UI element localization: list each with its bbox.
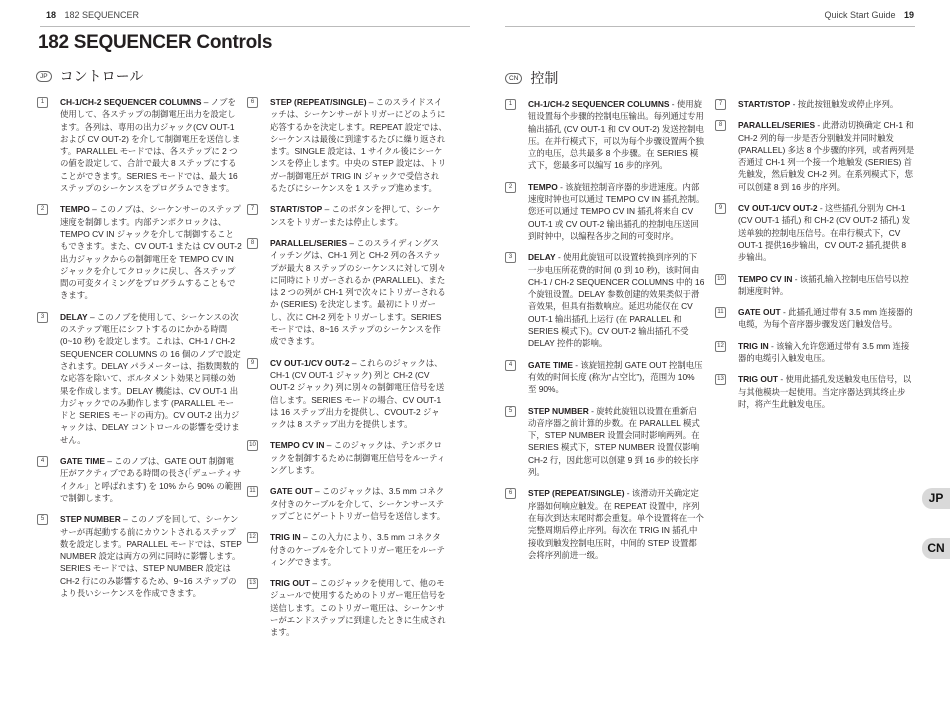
item-term: STEP NUMBER bbox=[60, 514, 121, 525]
cn-column-2 bbox=[715, 98, 915, 419]
item-description bbox=[738, 202, 915, 263]
item-term: TEMPO bbox=[528, 181, 558, 192]
item-description bbox=[270, 203, 447, 228]
item-number-badge: 7 bbox=[715, 99, 726, 110]
item-text: – このジャックは、テンポクロックを制御するために制御電圧信号をルーティングします。 bbox=[270, 440, 446, 476]
item-text: – ノブを使用して、各ステップの制御電圧出力を設定します。各列は、専用の出力ジャック(CV OUT-1 および CV OUT-2) を介して制御電圧を送信します。PARALLEL モードでは、各ステップに 2 つの値を設定して、合計で最大 8 ステップにすることができます。SERIES モードでは、最大 16 ステップのシーケンスをプログラムできます。 bbox=[60, 97, 241, 194]
item-text: - 该插孔输入控制电压信号以控制速度时钟。 bbox=[738, 273, 909, 296]
cn-section-heading bbox=[505, 68, 558, 88]
jp-language-tab[interactable]: JP bbox=[922, 488, 950, 509]
item-term: TRIG OUT bbox=[738, 374, 779, 385]
item-number-badge: 9 bbox=[247, 358, 258, 369]
item-term: TRIG IN bbox=[738, 340, 769, 351]
control-item bbox=[505, 181, 705, 242]
item-description bbox=[528, 405, 705, 479]
item-number-badge: 12 bbox=[247, 532, 258, 543]
item-description bbox=[270, 96, 447, 194]
item-number-badge: 6 bbox=[505, 488, 516, 499]
control-item bbox=[505, 487, 705, 561]
item-text: - 使用此插孔发送触发电压信号，以与其他模块一起使用。当定序器达到其终止步时，将产生此触发电压。 bbox=[738, 374, 912, 409]
item-number-badge: 8 bbox=[247, 238, 258, 249]
left-page-number: 18 bbox=[46, 10, 57, 20]
item-text: - 该旋钮控制音序器的步进速度。内部速度时钟也可以通过 TEMPO CV IN 插孔控制。您还可以通过 TEMPO CV IN 插孔将来自 CV OUT-1 或 CV OUT-2 输出插孔的控制电压送回到时钟中，以编程各步之间的可变时序。 bbox=[528, 181, 705, 241]
item-description bbox=[738, 373, 915, 410]
item-description bbox=[738, 306, 915, 331]
control-item bbox=[505, 98, 705, 172]
item-description bbox=[738, 273, 915, 298]
left-header-title: 182 SEQUENCER bbox=[64, 10, 140, 20]
item-text: – このスライドスイッチは、シーケンサーがトリガーにどのように応答するかを決定します。REPEAT 設定では、シーケンスは最後に到達するたびに繰り返されます。SINGLE 設定は、1 サイクル後にシーケンスを停止します。中央の STEP 設定は、トリガー制御電圧が TRIG IN ジャックで受信されるたびにシーケンスを 1 ステップ進めます。 bbox=[270, 97, 447, 194]
item-term: GATE TIME bbox=[60, 456, 105, 467]
item-number-badge: 10 bbox=[715, 274, 726, 285]
item-term: STEP (REPEAT/SINGLE) bbox=[528, 488, 625, 499]
item-description bbox=[528, 98, 705, 172]
item-term: CH-1/CH-2 SEQUENCER COLUMNS bbox=[60, 97, 202, 107]
item-text: - 按此按钮触发或停止序列。 bbox=[790, 99, 899, 109]
item-text: – このジャックは、3.5 mm コネクタ付きのケーブルを介して、シーケンサーステップごとにゲートトリガー信号を送信します。 bbox=[270, 486, 446, 521]
item-text: – このスライディングスイッチングは、CH-1 列と CH-2 列の各ステップが最大 8 ステップのシーケンスに対して別々に同時にトリガーされるか (PARALLEL)、または 2 つの列が CH-1 列で次々にトリガーされるか (SERIES) を決定します。最初にトリガーし、次に CH-2 列をトリガーします。SERIES モードでは、8~16 ステップのシーケンスを作成できます。 bbox=[270, 237, 446, 347]
item-term: GATE TIME bbox=[528, 359, 573, 370]
item-description bbox=[528, 359, 705, 396]
item-term: PARALLEL/SERIES bbox=[738, 120, 816, 131]
item-number-badge: 3 bbox=[505, 252, 516, 263]
item-term: TEMPO bbox=[60, 204, 90, 215]
item-number-badge: 11 bbox=[247, 486, 258, 497]
item-term: START/STOP bbox=[270, 204, 323, 215]
item-number-badge: 2 bbox=[37, 204, 48, 215]
control-item bbox=[37, 311, 242, 446]
item-term: TRIG OUT bbox=[270, 578, 311, 589]
item-description bbox=[528, 251, 705, 349]
item-term: CV OUT-1/CV OUT-2 bbox=[270, 357, 350, 368]
control-item bbox=[247, 357, 447, 431]
control-item bbox=[715, 340, 915, 365]
control-item bbox=[715, 98, 915, 110]
item-term: TRIG IN bbox=[270, 532, 301, 543]
item-text: - 此插孔通过带有 3.5 mm 连接器的电缆，为每个音序器步骤发送门触发信号。 bbox=[738, 307, 913, 330]
item-text: – この入力により、3.5 mm コネクタ付きのケーブルを介してトリガー電圧をルーティングできます。 bbox=[270, 532, 445, 567]
control-item bbox=[247, 577, 447, 638]
item-number-badge: 2 bbox=[505, 182, 516, 193]
jp-column-1 bbox=[37, 96, 242, 608]
jp-column-2 bbox=[247, 96, 447, 648]
control-item bbox=[715, 273, 915, 298]
item-term: PARALLEL/SERIES bbox=[270, 237, 348, 248]
jp-language-tag: JP bbox=[36, 71, 52, 82]
item-description bbox=[60, 455, 242, 504]
item-number-badge: 1 bbox=[37, 97, 48, 108]
item-text: – このボタンを押して、シーケンスをトリガーまたは停止します。 bbox=[270, 204, 441, 227]
item-term: TEMPO CV IN bbox=[738, 273, 793, 284]
item-number-badge: 11 bbox=[715, 307, 726, 318]
item-text: - 这些插孔分别为 CH-1 (CV OUT-1 插孔) 和 CH-2 (CV OUT-2 插孔) 发送单独的控制电压信号。在串行模式下，CV OUT-1 提供16步输出，CV OUT-2 插孔提供 8 步输出。 bbox=[738, 203, 911, 263]
item-number-badge: 1 bbox=[505, 99, 516, 110]
control-item bbox=[247, 485, 447, 522]
item-description bbox=[738, 340, 915, 365]
item-term: GATE OUT bbox=[270, 486, 313, 497]
left-header-rule bbox=[40, 26, 470, 27]
jp-section-heading bbox=[36, 66, 143, 86]
item-text: - 该旋钮控制 GATE OUT 控制电压有效的时间长度 (称为“占空比”)，范围为 10% 至 90%。 bbox=[528, 359, 703, 395]
jp-section-title: コントロール bbox=[59, 68, 144, 84]
item-description bbox=[528, 181, 705, 242]
item-number-badge: 10 bbox=[247, 440, 258, 451]
control-item bbox=[715, 373, 915, 410]
cn-section-title: 控制 bbox=[530, 70, 559, 86]
item-number-badge: 6 bbox=[247, 97, 258, 108]
item-term: STEP NUMBER bbox=[528, 405, 589, 416]
item-number-badge: 4 bbox=[505, 360, 516, 371]
item-description bbox=[270, 237, 447, 348]
right-page-header bbox=[824, 10, 920, 20]
item-description bbox=[270, 485, 447, 522]
item-text: – このジャックを使用して、他のモジュールで使用するためのトリガー電圧信号を送信します。このトリガー電圧は、シーケンサーがエンドステップに到達したときに生成されます。 bbox=[270, 578, 446, 638]
control-item bbox=[247, 237, 447, 348]
item-description bbox=[270, 357, 447, 431]
item-number-badge: 5 bbox=[505, 406, 516, 417]
item-text: - 此滑动切换确定 CH-1 和 CH-2 列的每一步是否分别触发并同时触发 (PARALLEL) 多达 8 个步骤的序列，或者两列是否通过 CH-1 列一个接一个地触发 (SERIES) 首先触发，然后触发 CH-2 列。在系列模式下，您可以创建 8 到 16 步的序列。 bbox=[738, 120, 915, 192]
item-description bbox=[738, 119, 915, 193]
item-number-badge: 9 bbox=[715, 203, 726, 214]
item-term: GATE OUT bbox=[738, 307, 781, 318]
item-description bbox=[60, 96, 242, 194]
item-text: - 旋转此旋钮以设置在重新启动音序器之前计算的步数。在 PARALLEL 模式下，STEP NUMBER 设置会同时影响两列。在 SERIES 模式下，STEP NUMBER 设置仅影响 CH-2 行，因此您可以创建 9 到 16 步的较长序列。 bbox=[528, 405, 700, 478]
item-description bbox=[270, 577, 447, 638]
right-header-title: Quick Start Guide bbox=[824, 10, 896, 20]
item-text: - 使用此旋钮可以设置转换到序列的下一步电压所花费的时间 (0 到 10 秒)，该时间由 CH-1 / CH-2 SEQUENCER COLUMNS 中的 16 个旋钮设置。DELAY 参数创建的效果类似于滑音效果，但具有指数响应。延迟功能仅在 CV OUT-1 输出插孔上运行 (在 PARALLEL 和 SERIES 模式下)。CV OUT-2 输出插孔不受 DELAY 控件的影响。 bbox=[528, 252, 705, 349]
item-text: – このノブは、GATE OUT 制御電圧がアクティブである時間の長さ(「デューティサイクル」と呼ばれます) を 10% から 90% の範囲で制御します。 bbox=[60, 456, 242, 503]
item-number-badge: 4 bbox=[37, 456, 48, 467]
control-item bbox=[37, 203, 242, 301]
item-description bbox=[60, 311, 242, 446]
control-item bbox=[505, 359, 705, 396]
control-item bbox=[715, 306, 915, 331]
control-item bbox=[37, 455, 242, 504]
item-number-badge: 8 bbox=[715, 120, 726, 131]
item-description bbox=[738, 98, 915, 110]
control-item bbox=[37, 96, 242, 194]
cn-column-1 bbox=[505, 98, 705, 570]
control-item bbox=[37, 513, 242, 599]
control-item bbox=[247, 203, 447, 228]
item-term: TEMPO CV IN bbox=[270, 440, 325, 451]
item-term: START/STOP bbox=[738, 99, 791, 109]
item-text: – このノブを使用して、シーケンスの次のステップ電圧にシフトするのにかかる時間(0~10 秒) を設定します。これは、CH-1 / CH-2 SEQUENCER COLUMNS の 16 個のノブで設定されます。DELAY パラメーターは、指数関数的な応答を除いて、ポルタメント効果と同様の効果を作成します。DELAY 機能は、CV OUT-1 出力ジャックでのみ動作します (PARALLEL モードと SERIES モードの両方)。CV OUT-2 出力ジャックは、DELAY コントロールの影響を受けません。 bbox=[60, 311, 241, 445]
item-term: DELAY bbox=[60, 311, 88, 322]
control-item bbox=[247, 439, 447, 476]
item-text: - 该输入允许您通过带有 3.5 mm 连接器的电缆引入触发电压。 bbox=[738, 340, 910, 364]
item-number-badge: 7 bbox=[247, 204, 258, 215]
item-description bbox=[270, 531, 447, 568]
item-number-badge: 13 bbox=[715, 374, 726, 385]
cn-language-tab[interactable]: CN bbox=[922, 538, 950, 559]
control-item bbox=[505, 251, 705, 349]
control-item bbox=[247, 96, 447, 194]
item-description bbox=[60, 513, 242, 599]
item-text: – これらのジャックは、CH-1 (CV OUT-1 ジャック) 列と CH-2 (CV OUT-2 ジャック) 列に別々の制御電圧信号を送信します。SERIES モードの場合、CV OUT-1 は 16 ステップ出力を提供し、CVOUT-2 ジャックは 8 ステップ出力を提供します。 bbox=[270, 357, 445, 430]
item-number-badge: 13 bbox=[247, 578, 258, 589]
item-term: DELAY bbox=[528, 252, 556, 263]
item-term: CH-1/CH-2 SEQUENCER COLUMNS bbox=[528, 99, 670, 109]
item-number-badge: 3 bbox=[37, 312, 48, 323]
right-page-number: 19 bbox=[903, 10, 914, 20]
right-header-rule bbox=[505, 26, 915, 27]
left-page-header bbox=[40, 10, 139, 20]
item-text: - 该滑动开关确定定序器如何响应触发。在 REPEAT 设置中，序列在每次到达末尾时都会重复。单个设置将在一个完整周期后停止序列。每次在 TRIG IN 插孔中接收到触发控制电压时，中间的 STEP 设置都会将序列前进一级。 bbox=[528, 488, 704, 560]
control-item bbox=[505, 405, 705, 479]
item-description bbox=[270, 439, 447, 476]
item-term: CV OUT-1/CV OUT-2 bbox=[738, 203, 818, 214]
item-description bbox=[528, 487, 705, 561]
item-number-badge: 12 bbox=[715, 341, 726, 352]
item-term: STEP (REPEAT/SINGLE) bbox=[270, 97, 367, 107]
item-text: - 使用旋钮设置每个步骤的控制电压输出。每列通过专用输出插孔 (CV OUT-1 和 CV OUT-2) 发送控制电压。在并行模式下，可以为每个步骤设置两个独立的电压，总共最多 8 个步骤。在 SERIES 模式下，您最多可以编写 16 步的序列。 bbox=[528, 99, 704, 171]
item-description bbox=[60, 203, 242, 301]
control-item bbox=[715, 119, 915, 193]
control-item bbox=[247, 531, 447, 568]
item-text: – このノブを回して、シーケンサーが再起動する前にカウントされるステップ数を設定します。PARALLEL モードでは、STEP NUMBER 設定は両方の列に同時に影響します。SERIES モードでは、STEP NUMBER 設定は CH-2 行にのみ影響するため、9~16 ステップのより長いシーケンスを作成できます。 bbox=[60, 514, 242, 598]
item-number-badge: 5 bbox=[37, 514, 48, 525]
document-title: 182 SEQUENCER Controls bbox=[38, 32, 273, 53]
item-text: – このノブは、シーケンサーのステップ速度を制御します。内部テンポクロックは、TEMPO CV IN ジャックを介して制御することもできます。また、CV OUT-1 または CV OUT-2 出力ジャックからの制御電圧を TEMPO CV IN ジャックを介してクロックに戻し、各ステップ間の可変タイミングをプログラムすることもできます。 bbox=[60, 204, 242, 301]
cn-language-tag: CN bbox=[505, 73, 522, 84]
control-item bbox=[715, 202, 915, 263]
